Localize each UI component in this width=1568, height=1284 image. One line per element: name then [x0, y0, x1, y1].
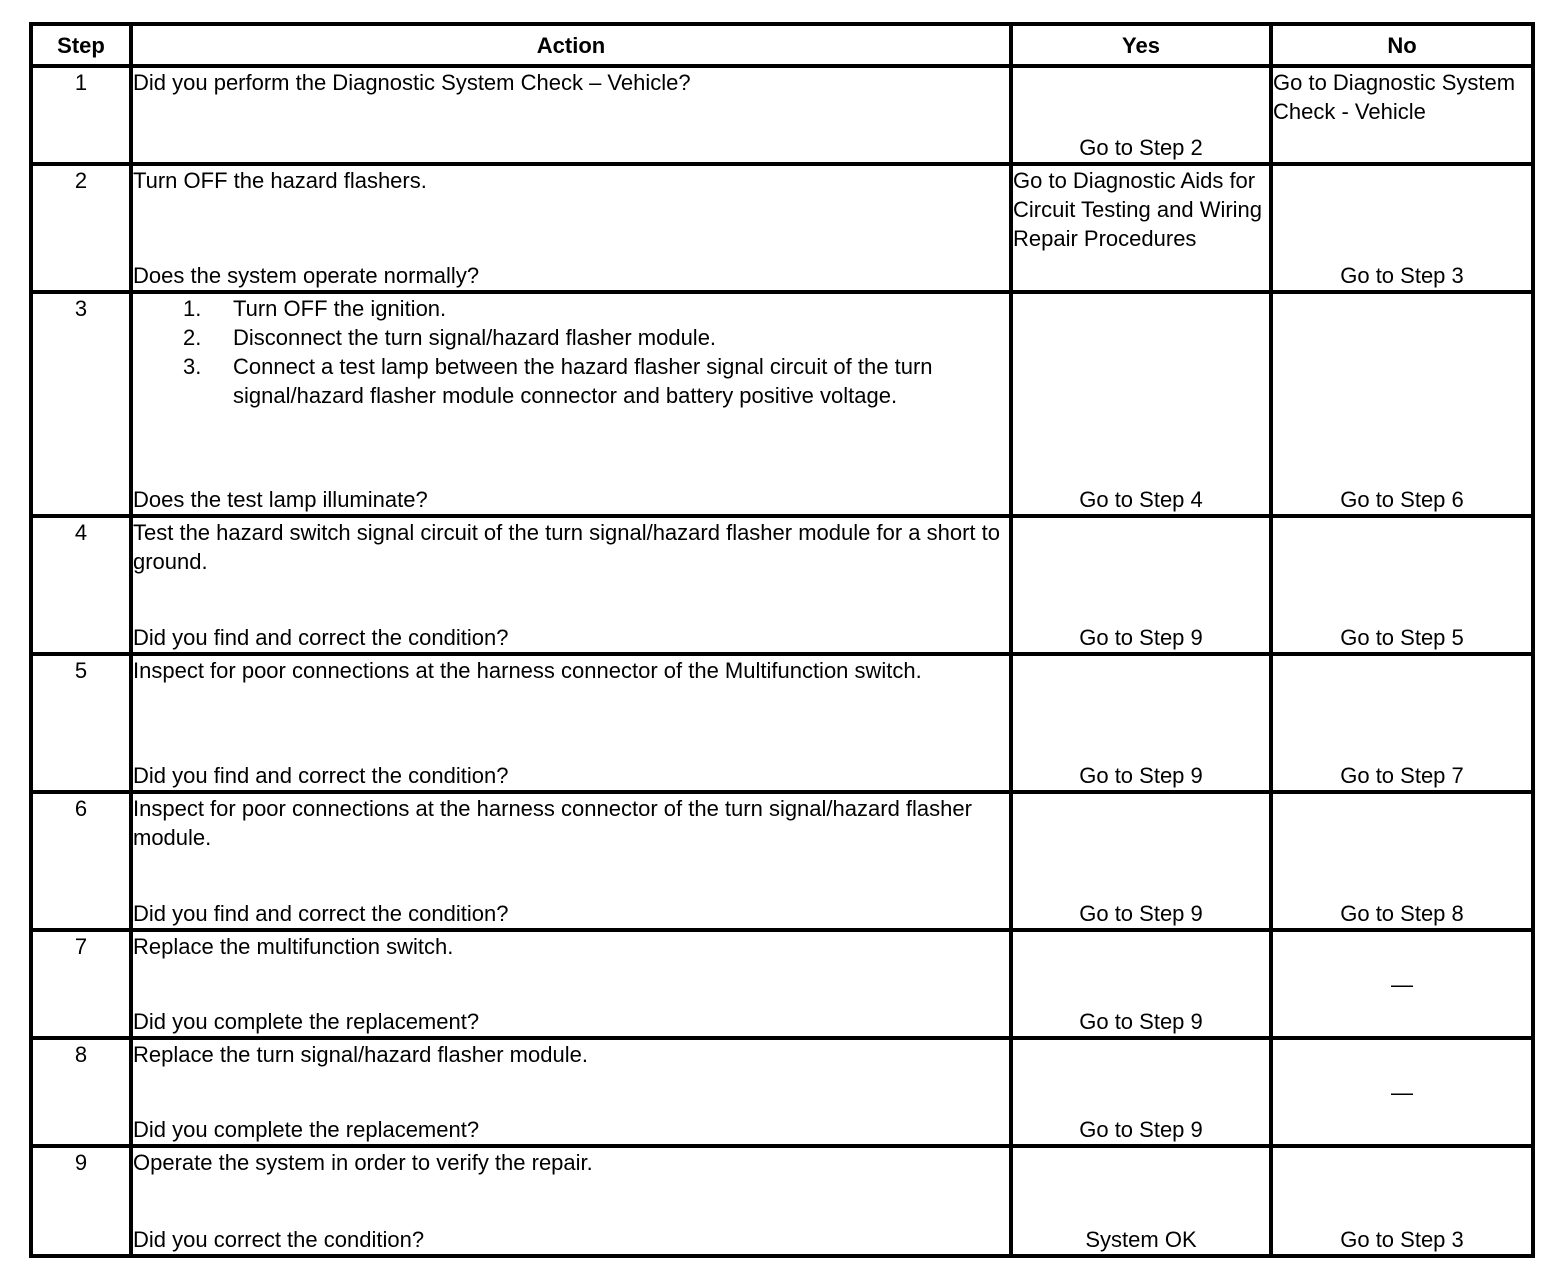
action-cell [131, 164, 1011, 292]
yes-text: Go to Step 9 [1079, 763, 1203, 788]
table-row [31, 792, 1533, 930]
action-cell [131, 654, 1011, 792]
no-text: Go to Step 3 [1340, 263, 1464, 288]
action-cell [131, 792, 1011, 930]
action-cell [131, 1146, 1011, 1256]
action-cell [131, 930, 1011, 1038]
table-row [31, 292, 1533, 516]
no-text: Go to Step 8 [1340, 901, 1464, 926]
list-text: Connect a test lamp between the hazard flasher signal circuit of the turn signal/hazard flasher module connector and battery positive voltage. [233, 354, 933, 408]
no-cell [1271, 654, 1533, 792]
step-number: 7 [31, 930, 131, 1038]
step-number: 6 [31, 792, 131, 930]
list-number: 3. [183, 354, 202, 379]
action-question: Did you complete the replacement? [133, 1009, 480, 1034]
action-cell [131, 292, 1011, 516]
action-text: Replace the multifunction switch. [133, 934, 454, 959]
list-number: 2. [183, 325, 202, 350]
yes-text: System OK [1085, 1227, 1197, 1252]
action-text: Test the hazard switch signal circuit of the turn signal/hazard flasher module for a short to ground. [133, 520, 1000, 574]
list-text: Disconnect the turn signal/hazard flasher module. [233, 325, 717, 350]
yes-text: Go to Step 4 [1079, 487, 1203, 512]
action-text: Did you perform the Diagnostic System Check – Vehicle? [133, 70, 691, 95]
header-no: No [1271, 24, 1533, 66]
action-question: Does the test lamp illuminate? [133, 487, 428, 512]
action-cell [131, 516, 1011, 654]
step-number: 1 [31, 66, 131, 164]
action-question: Did you complete the replacement? [133, 1117, 480, 1142]
action-question: Did you find and correct the condition? [133, 901, 509, 926]
action-cell [131, 66, 1011, 164]
no-cell [1271, 164, 1533, 292]
no-cell [1271, 1038, 1533, 1146]
no-cell [1271, 292, 1533, 516]
table-row [31, 1146, 1533, 1256]
yes-cell [1011, 654, 1271, 792]
table-row [31, 66, 1533, 164]
no-cell [1271, 792, 1533, 930]
no-text: Go to Step 7 [1340, 763, 1464, 788]
table-row [31, 1038, 1533, 1146]
table-row [31, 930, 1533, 1038]
step-number: 3 [31, 292, 131, 516]
action-list [133, 294, 1009, 410]
no-text: Go to Diagnostic System Check - Vehicle [1273, 70, 1516, 124]
no-cell [1271, 930, 1533, 1038]
no-cell [1271, 66, 1533, 164]
header-action: Action [131, 24, 1011, 66]
action-text: Inspect for poor connections at the harness connector of the Multifunction switch. [133, 658, 922, 683]
table-row [31, 654, 1533, 792]
yes-cell [1011, 792, 1271, 930]
header-row [31, 24, 1533, 66]
step-number: 8 [31, 1038, 131, 1146]
action-question: Does the system operate normally? [133, 263, 480, 288]
step-number: 9 [31, 1146, 131, 1256]
yes-cell [1011, 930, 1271, 1038]
action-cell [131, 1038, 1011, 1146]
action-question: Did you find and correct the condition? [133, 625, 509, 650]
no-text: — [1391, 971, 1413, 997]
action-question: Did you correct the condition? [133, 1227, 425, 1252]
yes-text: Go to Step 9 [1079, 901, 1203, 926]
step-number: 5 [31, 654, 131, 792]
action-text: Turn OFF the hazard flashers. [133, 168, 427, 193]
yes-text: Go to Step 9 [1079, 1009, 1203, 1034]
action-list-item [133, 323, 1009, 352]
table-row [31, 516, 1533, 654]
step-number: 2 [31, 164, 131, 292]
action-text: Replace the turn signal/hazard flasher module. [133, 1042, 588, 1067]
no-text: Go to Step 3 [1340, 1227, 1464, 1252]
yes-cell [1011, 1146, 1271, 1256]
list-text: Turn OFF the ignition. [233, 296, 447, 321]
yes-cell [1011, 164, 1271, 292]
table-row [31, 164, 1533, 292]
action-list-item [133, 294, 1009, 323]
yes-cell [1011, 292, 1271, 516]
header-step: Step [31, 24, 131, 66]
no-cell [1271, 1146, 1533, 1256]
header-yes: Yes [1011, 24, 1271, 66]
yes-cell [1011, 66, 1271, 164]
yes-cell [1011, 1038, 1271, 1146]
action-text: Operate the system in order to verify the repair. [133, 1150, 593, 1175]
no-text: — [1391, 1079, 1413, 1105]
action-list-item [133, 352, 1009, 410]
diagnostic-table [29, 22, 1535, 1258]
yes-cell [1011, 516, 1271, 654]
list-number: 1. [183, 296, 202, 321]
yes-text: Go to Step 9 [1079, 1117, 1203, 1142]
no-text: Go to Step 5 [1340, 625, 1464, 650]
no-text: Go to Step 6 [1340, 487, 1464, 512]
action-text: Inspect for poor connections at the harness connector of the turn signal/hazard flasher module. [133, 796, 972, 850]
no-cell [1271, 516, 1533, 654]
yes-text: Go to Step 9 [1079, 625, 1203, 650]
yes-text: Go to Step 2 [1079, 135, 1203, 160]
action-question: Did you find and correct the condition? [133, 763, 509, 788]
yes-text: Go to Diagnostic Aids for Circuit Testing and Wiring Repair Procedures [1013, 168, 1263, 251]
step-number: 4 [31, 516, 131, 654]
